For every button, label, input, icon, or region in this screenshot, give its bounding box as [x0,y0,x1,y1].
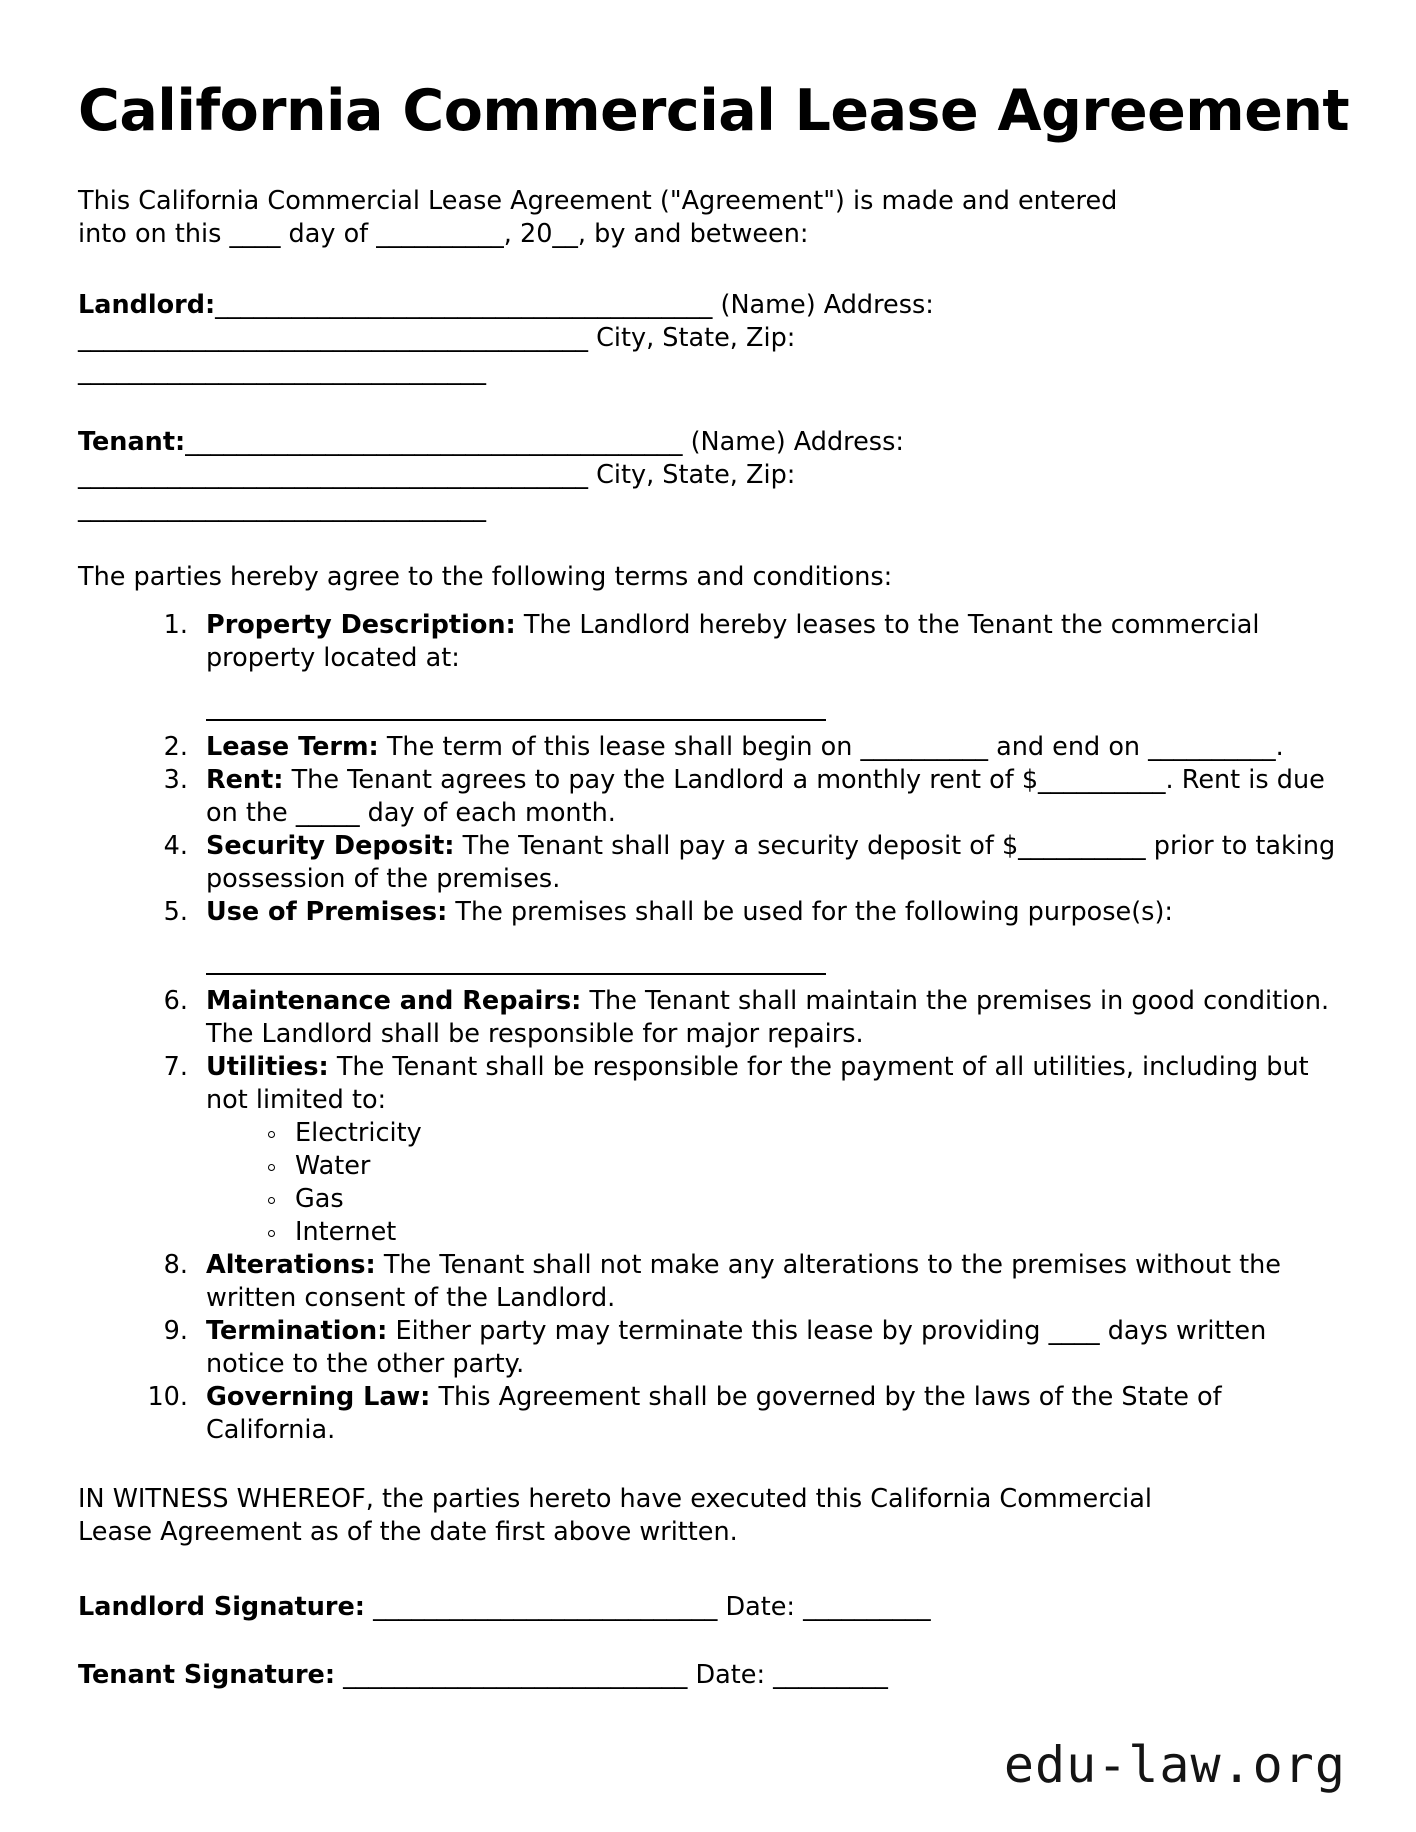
term-item [78,731,1338,764]
term-heading: Lease Term: [206,731,379,762]
site-watermark: edu-law.org [1003,1736,1346,1794]
tenant-signature-row [78,1659,1338,1692]
term-heading: Property Description: [206,609,516,640]
term-text: The Tenant shall pay a security deposit of $__________ prior to taking possession of the premises. [206,830,1336,894]
term-heading: Governing Law: [206,1381,431,1412]
tenant-date-label: Date: [695,1659,766,1690]
term-item [78,985,1338,1051]
landlord-city-tag: City, State, Zip: [596,322,796,353]
term-heading: Rent: [206,764,284,795]
utilities-sublist [206,1117,1338,1249]
term-text: The Tenant shall maintain the premises in good condition. The Landlord shall be responsible for major repairs. [206,985,1330,1049]
landlord-signature-blank[interactable]: ___________________________ [364,1591,726,1622]
landlord-party-block [78,289,1178,388]
landlord-label: Landlord: [78,289,216,320]
term-text: The Tenant shall be responsible for the payment of all utilities, including but not limited to: [206,1051,1309,1115]
landlord-address-blank[interactable]: ________________________________________ [78,322,588,353]
list-item: Gas [264,1183,1338,1216]
agreement-lead-in: The parties hereby agree to the following terms and conditions: [78,561,893,592]
witness-paragraph: IN WITNESS WHEREOF, the parties hereto have executed this California Commercial Lease Agreement as of the date first above written. [78,1483,1152,1547]
tenant-name-tag: (Name) Address: [690,426,904,457]
term-heading: Security Deposit: [206,830,455,861]
landlord-name-blank[interactable]: _______________________________________ [215,289,713,320]
fill-in-line[interactable] [206,929,1338,985]
list-item: Internet [264,1216,1338,1249]
term-item [78,609,1338,731]
landlord-date-label: Date: [725,1591,795,1622]
terms-list [78,609,1338,1447]
tenant-address-blank[interactable]: ________________________________________ [78,459,588,490]
term-text: The premises shall be used for the following purpose(s): [447,896,1173,927]
term-text: The term of this lease shall begin on __________ and end on __________. [378,731,1284,762]
landlord-name-tag: (Name) Address: [720,289,934,320]
tenant-label: Tenant: [78,426,186,457]
list-item: Water [264,1150,1338,1183]
intro-paragraph: This California Commercial Lease Agreement ("Agreement") is made and entered into on this ____ day of __________, 20__, by and between: [78,185,1118,249]
fill-in-line[interactable] [206,675,1338,731]
tenant-zip-blank[interactable]: ________________________________ [78,492,486,523]
page-title: California Commercial Lease Agreement [78,78,1350,144]
landlord-zip-blank[interactable]: ________________________________ [78,355,486,386]
landlord-date-blank[interactable]: __________ [794,1591,931,1622]
term-item [78,1381,1338,1447]
tenant-signature-label: Tenant Signature: [78,1659,336,1690]
landlord-signature-row [78,1591,1338,1624]
tenant-date-blank[interactable]: _________ [765,1659,888,1690]
tenant-party-block [78,426,1178,525]
term-heading: Termination: [206,1315,388,1346]
term-item [78,1249,1338,1315]
term-text: The Landlord hereby leases to the Tenant the commercial property located at: [206,609,1260,673]
term-text: The Tenant shall not make any alterations to the premises without the written consent of the Landlord. [206,1249,1281,1313]
tenant-signature-blank[interactable]: ___________________________ [335,1659,696,1690]
term-item [78,1051,1338,1249]
term-item [78,764,1338,830]
term-text: This Agreement shall be governed by the laws of the State of California. [206,1381,1222,1445]
term-item [78,830,1338,896]
term-item [78,1315,1338,1381]
term-item [78,896,1338,985]
tenant-city-tag: City, State, Zip: [596,459,796,490]
term-heading: Maintenance and Repairs: [206,985,582,1016]
landlord-signature-label: Landlord Signature: [78,1591,365,1622]
term-text: Either party may terminate this lease by providing ____ days written notice to the other party. [206,1315,1267,1379]
term-text: The Tenant agrees to pay the Landlord a monthly rent of $__________. Rent is due on the _____ day of each month. [206,764,1325,828]
term-heading: Utilities: [206,1051,329,1082]
term-heading: Alterations: [206,1249,376,1280]
tenant-name-blank[interactable]: _______________________________________ [185,426,683,457]
term-heading: Use of Premises: [206,896,448,927]
list-item: Electricity [264,1117,1338,1150]
